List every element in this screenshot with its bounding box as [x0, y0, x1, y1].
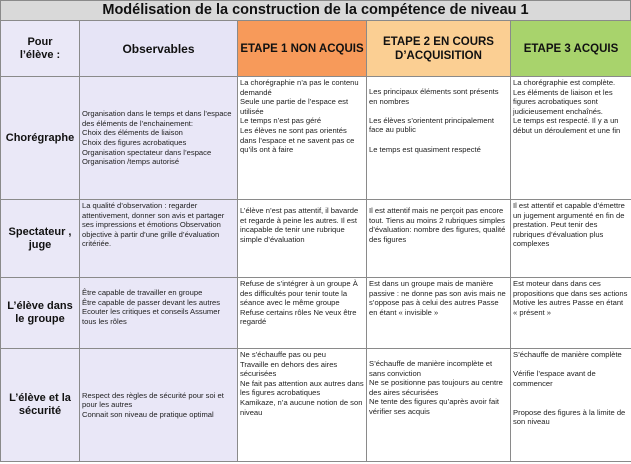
observables-cell: La qualité d’observation : regarder attentivement, donner son avis et partager ses impressions et émotions Observation objective à partir d’une grille d’évaluation critériée. — [82, 201, 225, 249]
row-label: Spectateur , juge — [1, 200, 80, 278]
etape3-cell: Est moteur dans dans ces propositions que dans ses actions Motive les autres Passe en étant « présent » — [513, 279, 628, 317]
etape2-cell: Il est attentif mais ne perçoit pas encore tout. Tiens au moins 2 rubriques simples d’évaluation: nombre des figures, qualité des figures — [369, 206, 506, 244]
observables-cell: Être capable de travailler en groupe Être capable de passer devant les autres Ecouter les critiques et conseils Assumer tous les rôles — [82, 288, 221, 326]
observables-cell: Respect des règles de sécurité pour soi et pour les autres Connait son niveau de pratique optimal — [82, 390, 224, 419]
etape2-cell: S’échauffe de manière incomplète et sans conviction Ne se positionne pas toujours au centre des aires sécurisées Ne tente des figures qu’après avoir fait vérifier ses acquis — [369, 359, 503, 416]
row-choregraphe — [1, 77, 631, 200]
observables-cell: Organisation dans le temps et dans l’espace des éléments de l’enchainement: Choix des éléments de liaison Choix des figures acrobatiques Organisation spectateur dans l’espace Organisation /temps autorisé — [82, 109, 232, 167]
header-etape3: ETAPE 3 ACQUIS — [511, 21, 631, 77]
etape1-cell: L’élève n’est pas attentif, il bavarde et regarde à peine les autres. Il est incapable de tenir une rubrique simple d’évaluation — [240, 206, 359, 244]
header-etape2: ETAPE 2 EN COURS D’ACQUISITION — [367, 21, 511, 77]
row-label: Chorégraphe — [1, 77, 80, 200]
etape2-cell: Est dans un groupe mais de manière passive : ne donne pas son avis mais ne s’oppose pas à celui des autres Passe en étant « invisible » — [369, 279, 506, 317]
etape2-cell: Les principaux éléments sont présents en nombres Les élèves s’orientent principalement face au public Le temps est quasiment respecté — [369, 87, 499, 154]
etape3-cell: S’échauffe de manière complète Vérifie l’espace avant de commencer Propose des figures à la limite de son niveau — [513, 350, 626, 427]
row-label: L’élève et la sécurité — [1, 349, 80, 462]
document-title: Modélisation de la construction de la compétence de niveau 1 — [0, 0, 631, 21]
header-row — [1, 21, 631, 77]
competence-table — [0, 20, 631, 462]
row-spectateur — [1, 200, 631, 278]
etape1-cell: Refuse de s’intégrer à un groupe À des difficultés pour tenir toute la séance avec le même groupe Refuse certains rôles Ne veux être regardé — [240, 279, 358, 327]
etape1-cell: Ne s’échauffe pas ou peu Travaille en dehors des aires sécurisées Ne fait pas attention aux autres dans les figures acrobatiques Kamikaze, n’a aucune notion de son niveau — [240, 350, 364, 417]
header-etape1: ETAPE 1 NON ACQUIS — [238, 21, 367, 77]
header-observables: Observables — [80, 21, 238, 77]
header-pour: Pour l’élève : — [1, 21, 80, 77]
etape1-cell: La chorégraphie n’a pas le contenu demandé Seule une partie de l’espace est utilisée Le temps n’est pas géré Les élèves ne sont pas orientés dans l’espace et ne savent pas ce qu’ils ont à faire — [240, 78, 359, 155]
row-groupe — [1, 278, 631, 349]
etape3-cell: Il est attentif et capable d’émettre un jugement argumenté en fin de prestation. Peut tenir des rubriques d’évaluation plus complexes — [513, 201, 625, 249]
etape3-cell: La chorégraphie est complète. Les éléments de liaison et les figures acrobatiques sont judicieusement enchaînés. Le temps est respecté. Il y a un début un déroulement et une fin — [513, 78, 621, 135]
row-securite — [1, 349, 631, 462]
row-label: L’élève dans le groupe — [1, 278, 80, 349]
